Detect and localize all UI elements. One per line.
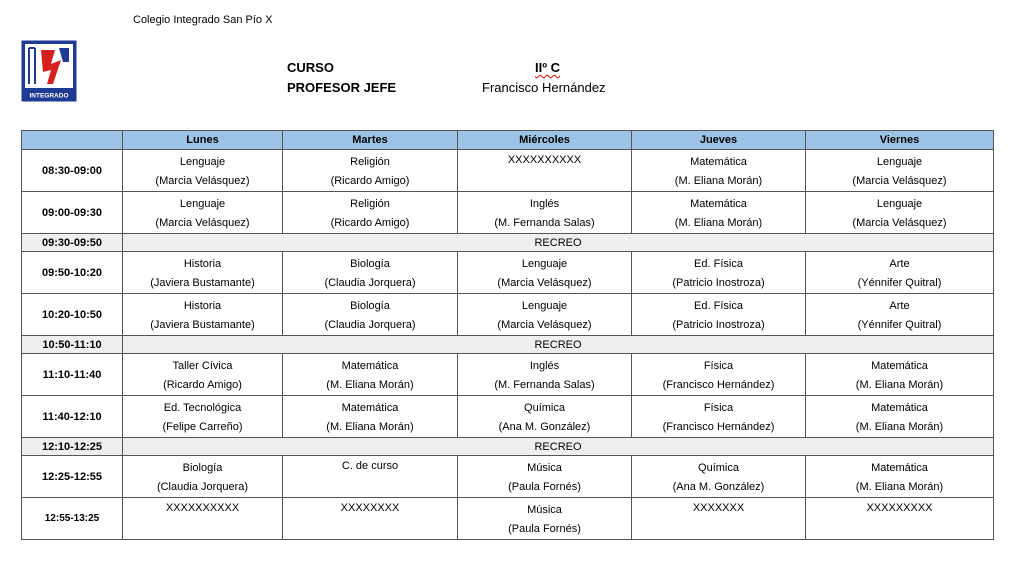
teacher: (Paula Fornés) (508, 480, 581, 493)
class-cell (283, 498, 458, 540)
subject: XXXXXXXXXX (507, 154, 582, 166)
subject: XXXXXXXXX (866, 502, 933, 514)
class-cell (632, 354, 806, 396)
curso-value (535, 60, 560, 75)
teacher: (M. Fernanda Salas) (494, 378, 595, 391)
subject: Historia (183, 299, 222, 312)
teacher: (Claudia Jorquera) (324, 276, 416, 289)
teacher: (Patricio Inostroza) (672, 318, 765, 331)
class-cell (458, 192, 632, 234)
svg-text:INTEGRADO: INTEGRADO (29, 92, 69, 100)
teacher: (Ana M. González) (672, 480, 765, 493)
subject: Ed. Física (694, 299, 743, 312)
profesor-jefe-value: Francisco Hernández (482, 80, 606, 95)
subject: Matemática (690, 155, 747, 168)
profesor-jefe-label: PROFESOR JEFE (287, 80, 397, 95)
teacher: (Marcia Velásquez) (852, 174, 947, 187)
teacher: (M. Eliana Morán) (326, 378, 414, 391)
subject: Biología (350, 257, 390, 270)
class-row (22, 456, 994, 498)
subject: Lenguaje (876, 197, 923, 210)
teacher: (Marcia Velásquez) (852, 216, 947, 229)
subject: Química (524, 401, 565, 414)
day-header: Viernes (806, 131, 994, 150)
recreo-row (22, 234, 994, 252)
teacher: (M. Eliana Morán) (855, 480, 944, 493)
recreo-label: RECREO (123, 336, 994, 354)
day-header: Miércoles (458, 131, 632, 150)
teacher: (M. Eliana Morán) (326, 420, 414, 433)
class-cell (123, 150, 283, 192)
teacher: (M. Fernanda Salas) (494, 216, 595, 229)
class-cell (632, 294, 806, 336)
class-cell (123, 498, 283, 540)
teacher: (Marcia Velásquez) (497, 318, 592, 331)
teacher: (Francisco Hernández) (662, 420, 775, 433)
class-cell (123, 354, 283, 396)
subject: Inglés (529, 359, 560, 372)
class-cell (632, 498, 806, 540)
subject: XXXXXXXXXX (165, 502, 240, 514)
teacher: (M. Eliana Morán) (855, 378, 944, 391)
class-cell (458, 456, 632, 498)
subject: Física (703, 359, 734, 372)
class-cell (806, 498, 994, 540)
time-slot: 09:30-09:50 (22, 234, 123, 252)
teacher: (Marcia Velásquez) (497, 276, 592, 289)
teacher: (Paula Fornés) (508, 522, 581, 535)
header-corner (22, 131, 123, 150)
recreo-row (22, 336, 994, 354)
teacher: (M. Eliana Morán) (855, 420, 944, 433)
subject: Arte (889, 299, 910, 312)
class-cell (283, 192, 458, 234)
time-slot: 09:00-09:30 (22, 192, 123, 234)
class-cell (283, 456, 458, 498)
teacher: (Francisco Hernández) (662, 378, 775, 391)
class-cell (632, 150, 806, 192)
class-row (22, 192, 994, 234)
time-slot: 08:30-09:00 (22, 150, 123, 192)
teacher: (Claudia Jorquera) (324, 318, 416, 331)
class-cell (632, 396, 806, 438)
class-row (22, 150, 994, 192)
class-cell (806, 294, 994, 336)
subject: Historia (183, 257, 222, 270)
subject: Arte (889, 257, 910, 270)
curso-value-text: IIº C (535, 60, 560, 75)
class-cell (632, 456, 806, 498)
recreo-label: RECREO (123, 234, 994, 252)
time-slot: 10:50-11:10 (22, 336, 123, 354)
class-cell (458, 354, 632, 396)
subject: Ed. Física (694, 257, 743, 270)
subject: Matemática (871, 461, 928, 474)
subject: Física (703, 401, 734, 414)
time-slot: 12:25-12:55 (22, 456, 123, 498)
class-cell (632, 252, 806, 294)
subject: XXXXXXX (692, 502, 745, 514)
class-cell (806, 150, 994, 192)
subject: XXXXXXXX (340, 502, 400, 514)
class-row (22, 396, 994, 438)
subject: Matemática (871, 401, 928, 414)
teacher: (Patricio Inostroza) (672, 276, 765, 289)
time-slot: 12:10-12:25 (22, 438, 123, 456)
class-row (22, 294, 994, 336)
subject: Inglés (529, 197, 560, 210)
subject: Matemática (690, 197, 747, 210)
teacher: (Javiera Bustamante) (150, 276, 255, 289)
subject: C. de curso (341, 460, 399, 472)
teacher: (Yénnifer Quitral) (857, 276, 942, 289)
class-cell (123, 396, 283, 438)
recreo-label: RECREO (123, 438, 994, 456)
time-slot: 11:40-12:10 (22, 396, 123, 438)
day-header: Martes (283, 131, 458, 150)
subject: Lenguaje (876, 155, 923, 168)
day-header: Jueves (632, 131, 806, 150)
schedule-body (22, 150, 994, 540)
subject: Matemática (341, 401, 399, 414)
class-cell (123, 456, 283, 498)
class-cell (283, 354, 458, 396)
class-cell (806, 192, 994, 234)
class-cell (123, 252, 283, 294)
class-cell (806, 456, 994, 498)
subject: Matemática (871, 359, 928, 372)
class-cell (458, 294, 632, 336)
class-cell (283, 252, 458, 294)
school-name: Colegio Integrado San Pío X (133, 14, 273, 26)
teacher: (Marcia Velásquez) (155, 216, 250, 229)
class-cell (806, 396, 994, 438)
teacher: (Ricardo Amigo) (163, 378, 242, 391)
class-cell (283, 396, 458, 438)
time-slot: 12:55-13:25 (22, 498, 123, 540)
class-cell (283, 294, 458, 336)
class-cell (123, 294, 283, 336)
school-logo (21, 40, 77, 102)
class-row (22, 498, 994, 540)
time-slot: 10:20-10:50 (22, 294, 123, 336)
schedule-table (21, 130, 994, 540)
recreo-row (22, 438, 994, 456)
class-row (22, 252, 994, 294)
class-cell (806, 354, 994, 396)
teacher: (Claudia Jorquera) (156, 480, 249, 493)
curso-label: CURSO (287, 60, 334, 75)
subject: Química (698, 461, 739, 474)
subject: Ed. Tecnológica (163, 401, 242, 414)
time-slot: 09:50-10:20 (22, 252, 123, 294)
class-cell (123, 192, 283, 234)
teacher: (Felipe Carreño) (162, 420, 243, 433)
subject: Religión (350, 155, 390, 168)
teacher: (Javiera Bustamante) (150, 318, 255, 331)
teacher: (Ana M. González) (498, 420, 591, 433)
time-slot: 11:10-11:40 (22, 354, 123, 396)
class-cell (458, 252, 632, 294)
schedule-header-row (22, 131, 994, 150)
teacher: (Ricardo Amigo) (330, 216, 410, 229)
class-cell (458, 396, 632, 438)
subject: Matemática (341, 359, 399, 372)
subject: Música (527, 503, 562, 516)
teacher: (M. Eliana Morán) (674, 174, 763, 187)
class-cell (632, 192, 806, 234)
subject: Música (527, 461, 562, 474)
class-cell (806, 252, 994, 294)
teacher: (Ricardo Amigo) (330, 174, 410, 187)
subject: Biología (182, 461, 223, 474)
class-cell (283, 150, 458, 192)
teacher: (M. Eliana Morán) (674, 216, 763, 229)
teacher: (Marcia Velásquez) (155, 174, 250, 187)
subject: Lenguaje (521, 299, 568, 312)
subject: Lenguaje (179, 197, 226, 210)
teacher: (Yénnifer Quitral) (857, 318, 942, 331)
class-row (22, 354, 994, 396)
subject: Religión (350, 197, 390, 210)
day-header: Lunes (123, 131, 283, 150)
subject: Lenguaje (521, 257, 568, 270)
class-cell (458, 150, 632, 192)
subject: Lenguaje (179, 155, 226, 168)
subject: Taller Cívica (172, 359, 233, 372)
class-cell (458, 498, 632, 540)
subject: Biología (350, 299, 390, 312)
